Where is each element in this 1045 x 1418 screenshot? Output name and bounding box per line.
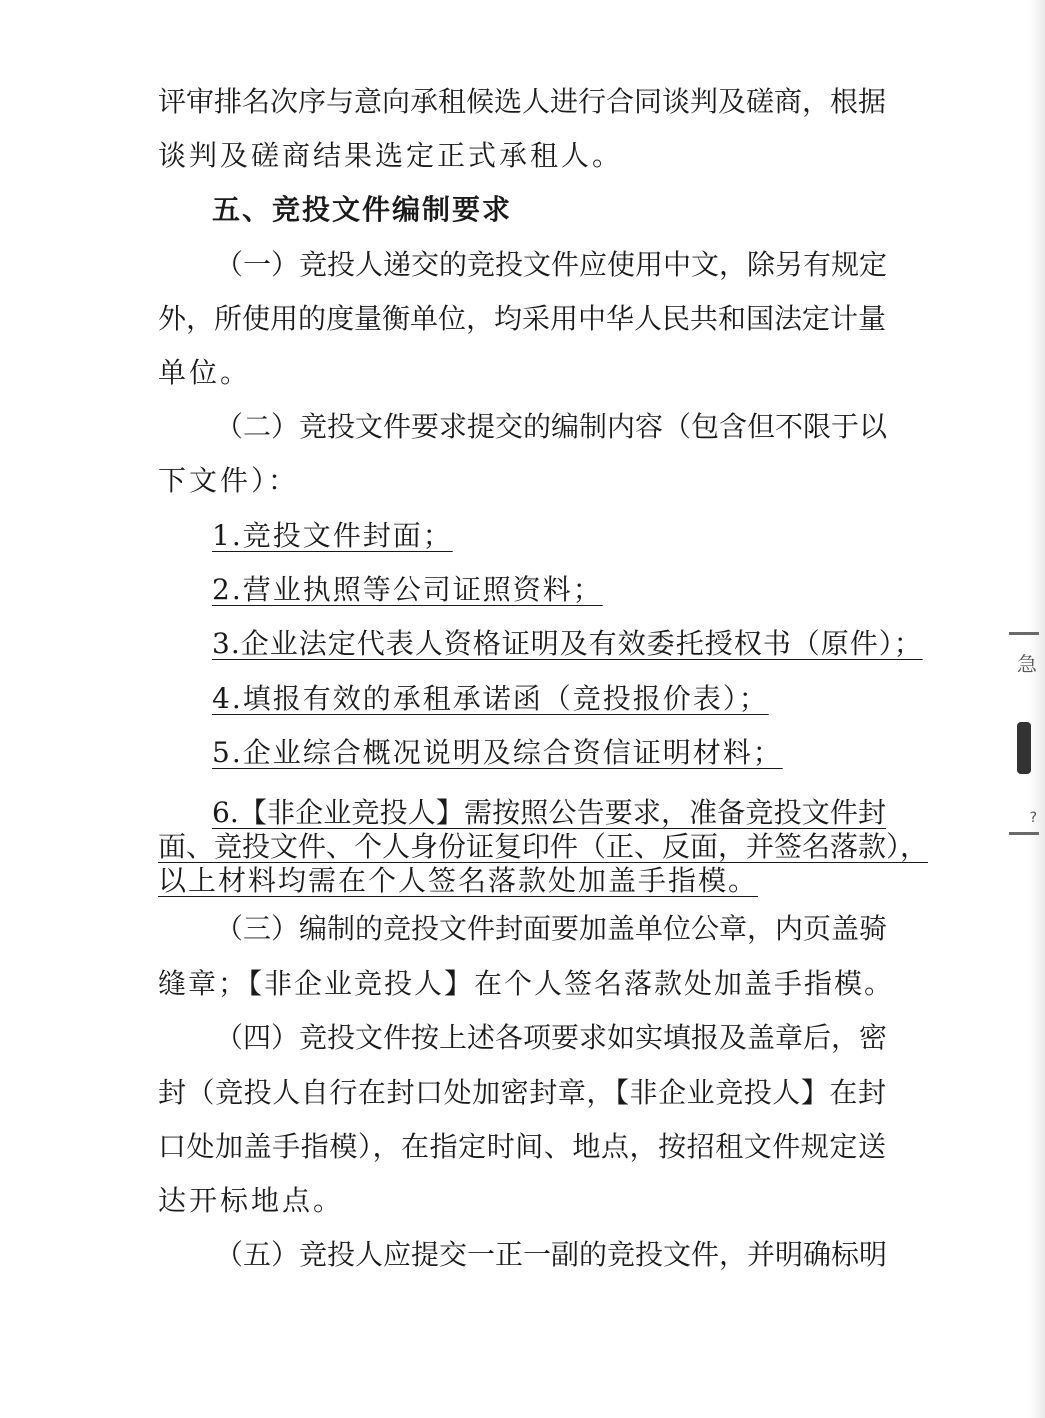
section-heading: 五、竞投文件编制要求 [212, 193, 513, 226]
paragraph-line: 谈判及磋商结果选定正式承租人。 [158, 139, 624, 172]
paragraph-line: 达开标地点。 [158, 1184, 345, 1217]
stamp-edge-glyph: 急 [1017, 652, 1037, 676]
list-item [212, 572, 940, 608]
paragraph-line: 外，所使用的度量衡单位，均采用中华人民共和国法定计量 [158, 302, 887, 335]
list-item [212, 518, 940, 554]
scan-edge-shadow [1029, 0, 1045, 1418]
stamp-edge-mark [1009, 632, 1039, 635]
list-item-continued: 面、竞投文件、个人身份证复印件（正、反面，并签名落款）， [158, 830, 929, 863]
paragraph-line: 评审排名次序与意向承租候选人进行合同谈判及磋商，根据 [158, 85, 887, 118]
paragraph-line: （一）竞投人递交的竞投文件应使用中文，除另有规定 [215, 248, 888, 281]
list-item: 6.【非企业竞投人】需按照公告要求，准备竞投文件封 [212, 796, 886, 829]
list-item-text: 以上材料均需在个人签名落款处加盖手指模。 [158, 864, 759, 897]
paragraph-line: （三）编制的竞投文件封面要加盖单位公章，内页盖骑 [215, 912, 888, 945]
paragraph-line: 口处加盖手指模），在指定时间、地点，按招租文件规定送 [158, 1130, 886, 1163]
list-item [212, 735, 940, 771]
list-item-continued [158, 864, 886, 898]
paragraph-line: 封（竞投人自行在封口处加密封章，【非企业竞投人】在封 [158, 1076, 886, 1109]
list-item [212, 626, 923, 662]
list-item-text: 2.营业执照等公司证照资料； [212, 573, 603, 606]
stamp-edge-blot [1017, 722, 1031, 774]
paragraph-line: （五）竞投人应提交一正一副的竞投文件，并明确标明 [215, 1238, 888, 1271]
list-item-text: 3.企业法定代表人资格证明及有效委托授权书（原件）； [212, 627, 923, 660]
stamp-edge-glyph: ? [1029, 810, 1037, 826]
list-item-text: 5.企业综合概况说明及综合资信证明材料； [212, 736, 783, 769]
paragraph-line: 单位。 [158, 356, 252, 389]
stamp-edge-mark [1009, 832, 1039, 835]
paragraph-line: 缝章；【非企业竞投人】在个人签名落款处加盖手指模。 [158, 967, 895, 1000]
list-item [212, 681, 940, 717]
paragraph-line: 下文件）： [158, 464, 300, 497]
list-item-text: 1.竞投文件封面； [212, 519, 453, 552]
paragraph-line: （四）竞投文件按上述各项要求如实填报及盖章后，密 [215, 1021, 888, 1054]
list-item-text: 4.填报有效的承租承诺函（竞投报价表）； [212, 682, 769, 715]
paragraph-line: （二）竞投文件要求提交的编制内容（包含但不限于以 [215, 410, 888, 443]
